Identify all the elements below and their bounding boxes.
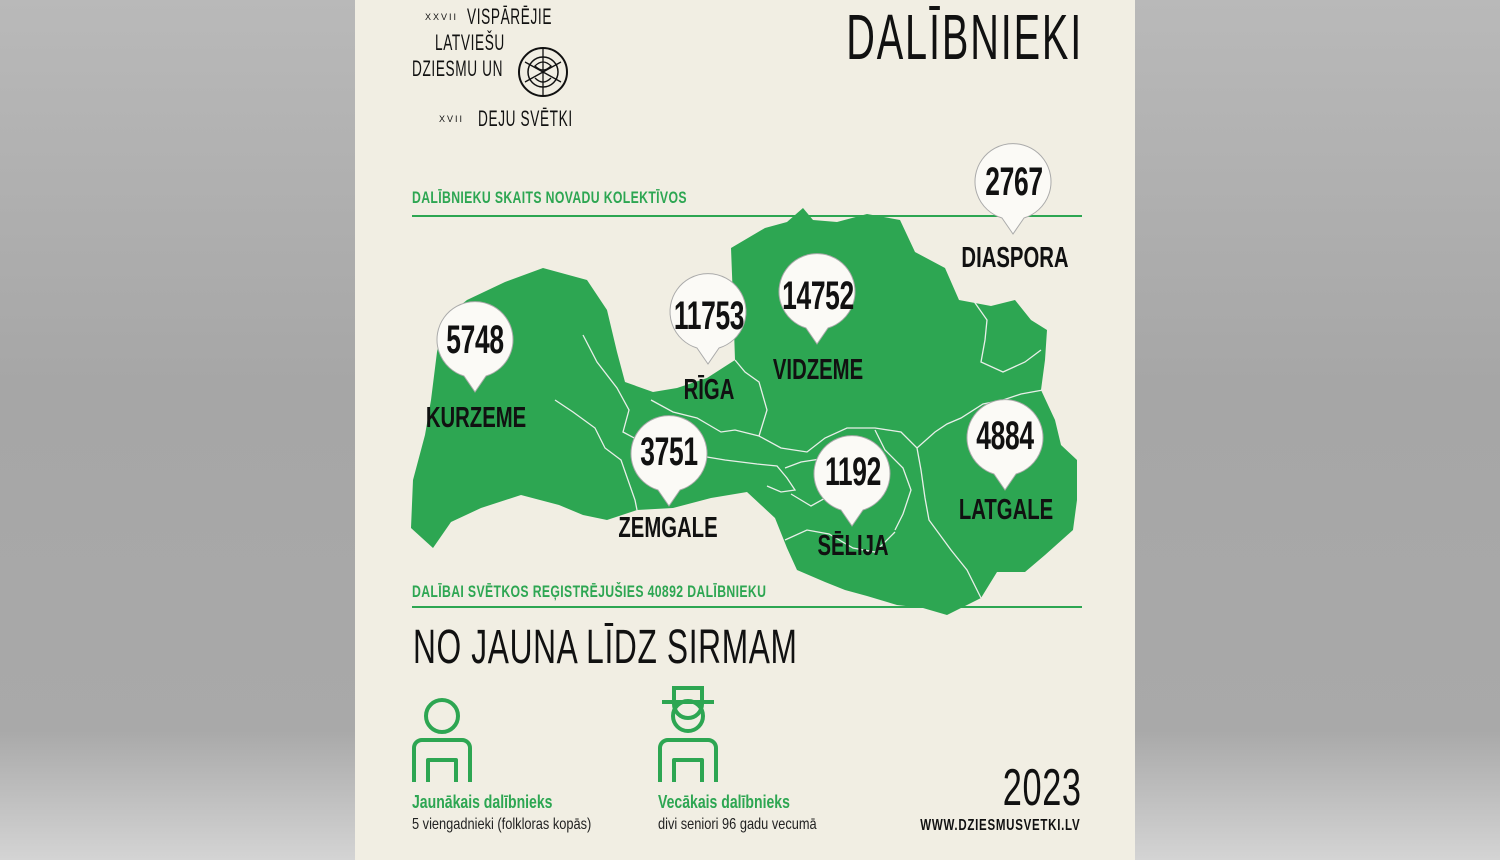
participants-kurzeme: 5748 [446, 318, 504, 362]
region-name-selija: SĒLIJA [817, 530, 889, 562]
logo-number-2: XVII [439, 114, 465, 124]
bottom-rule [412, 606, 1082, 608]
participants-zemgale: 3751 [640, 430, 698, 474]
region-name-diaspora: DIASPORA [961, 242, 1069, 274]
map-section-label: DALĪBNIEKU SKAITS NOVADU KOLEKTĪVOS [412, 188, 687, 207]
page-title: DALĪBNIEKI [846, 1, 1083, 73]
year: 2023 [1003, 759, 1082, 817]
participants-selija: 1192 [825, 450, 881, 494]
logo-line-1: VISPĀRĒJIE [467, 4, 553, 29]
participants-riga: 11753 [673, 294, 745, 338]
website-link[interactable]: WWW.DZIESMUSVETKI.LV [919, 817, 1080, 834]
person-with-hat-icon [656, 686, 720, 786]
region-name-riga: RĪGA [683, 374, 735, 406]
youngest-description: 5 viengadnieki (folkloras kopās) [412, 816, 592, 833]
participants-diaspora: 2767 [985, 160, 1043, 204]
region-name-kurzeme: KURZEME [425, 402, 527, 434]
region-name-vidzeme: VIDZEME [772, 354, 864, 386]
youngest-title: Jaunākais dalībnieks [412, 792, 553, 812]
region-name-latgale: LATGALE [958, 494, 1054, 526]
logo-line-3: DZIESMU UN [412, 56, 504, 81]
oldest-description: divi seniori 96 gadu vecumā [658, 816, 817, 833]
total-label: DALĪBAI SVĒTKOS REĢISTRĒJUŠIES 40892 DALĪBNIEKU [412, 582, 767, 601]
region-name-zemgale: ZEMGALE [618, 512, 718, 544]
oldest-title: Vecākais dalībnieks [658, 792, 790, 812]
subtitle: NO JAUNA LĪDZ SIRMAM [413, 621, 798, 674]
poster [355, 0, 1135, 860]
participants-latgale: 4884 [976, 414, 1034, 458]
participants-vidzeme: 14752 [782, 274, 854, 318]
logo-line-4: DEJU SVĒTKI [478, 106, 573, 131]
logo-line-2: LATVIEŠU [435, 30, 505, 55]
person-icon [410, 696, 474, 786]
logo-number-1: XXVII [425, 12, 459, 22]
